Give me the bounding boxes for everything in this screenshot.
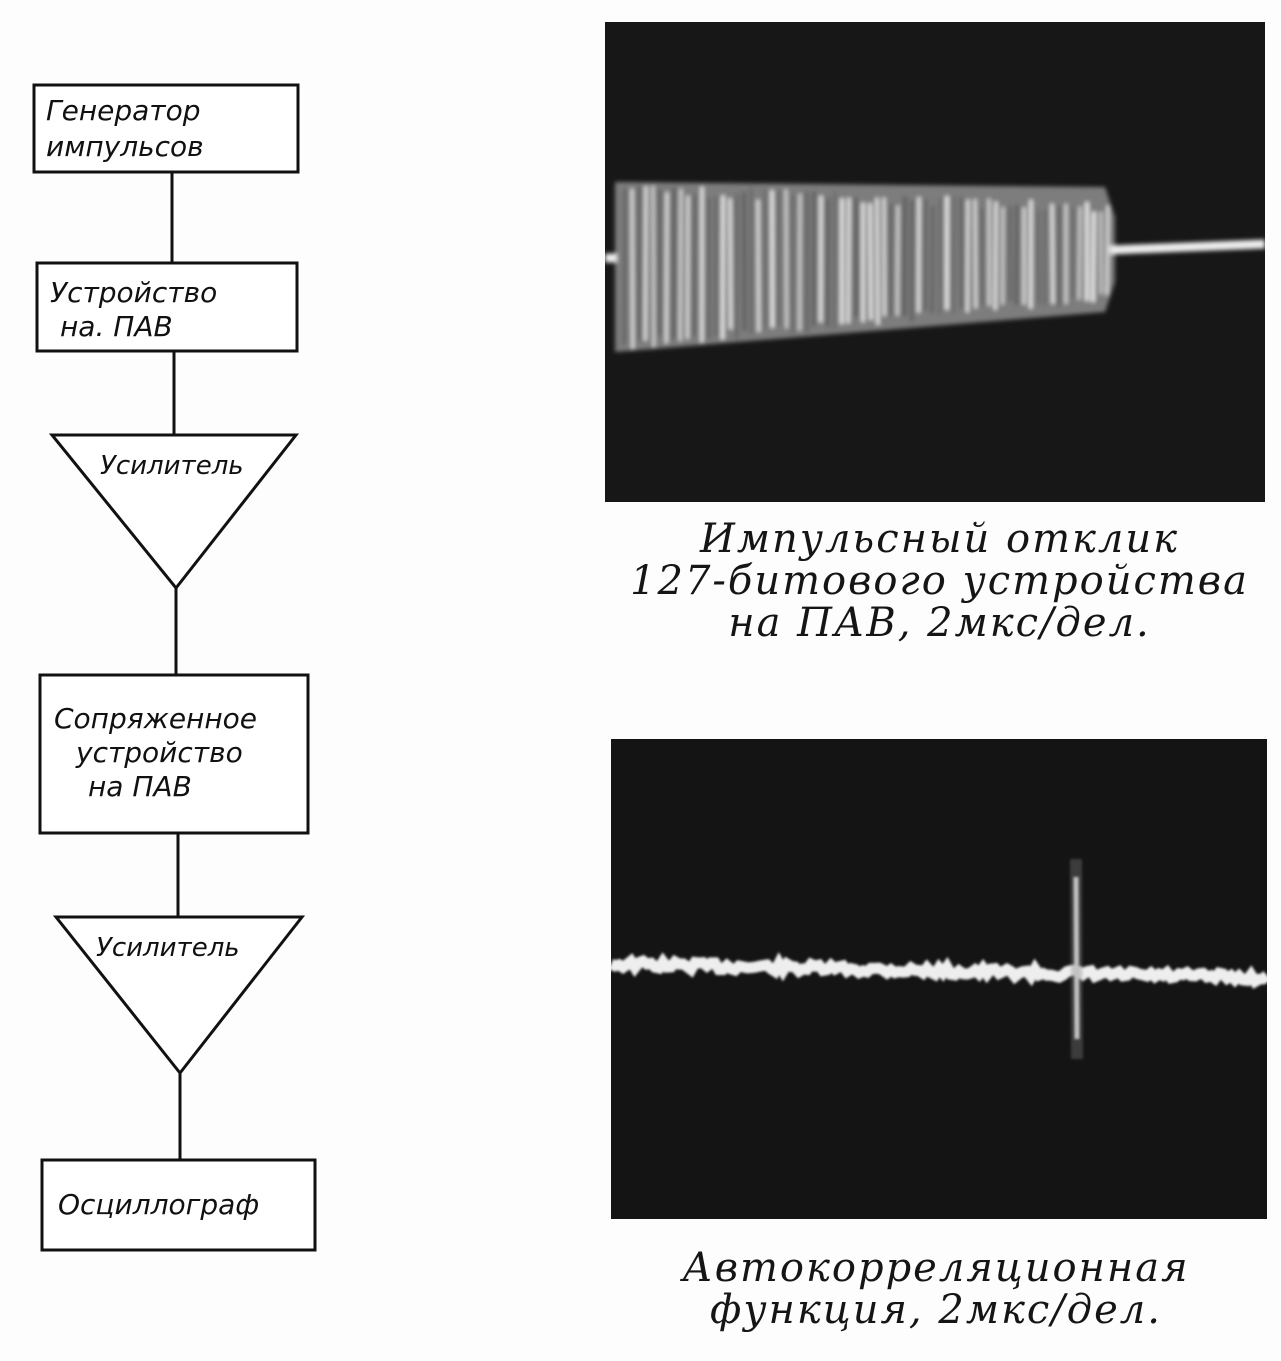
saw-device-block <box>37 263 297 351</box>
generator-label-line2: импульсов <box>46 130 204 163</box>
impulse-striation <box>953 197 954 313</box>
impulse-striation <box>1016 205 1017 305</box>
impulse-striation <box>890 204 891 316</box>
impulse-striation <box>877 198 878 325</box>
impulse-striation <box>975 199 976 308</box>
impulse-response-caption-line3: на ПАВ, 2мкс/дел. <box>728 600 1151 646</box>
impulse-baseline-tail <box>1110 244 1265 250</box>
impulse-striation <box>694 194 695 336</box>
impulse-striation <box>680 189 681 341</box>
impulse-striation <box>632 189 633 350</box>
impulse-striation <box>666 192 667 343</box>
amplifier-1 <box>52 435 296 588</box>
impulse-striation <box>925 199 926 311</box>
impulse-striation <box>1038 210 1039 304</box>
impulse-striation <box>897 205 898 316</box>
conjugate-device-block <box>40 675 308 833</box>
impulse-response-caption <box>598 518 1281 644</box>
impulse-striation <box>1107 205 1108 295</box>
impulse-striation <box>765 190 766 328</box>
impulse-striation <box>645 186 646 341</box>
impulse-striation <box>687 196 688 340</box>
impulse-striation <box>884 197 885 316</box>
amplifier-1-label: Усилитель <box>100 451 244 481</box>
impulse-striation <box>653 186 654 348</box>
impulse-striation <box>778 191 779 325</box>
autocorrelation-oscillogram <box>611 739 1267 1219</box>
impulse-striation <box>1079 206 1080 300</box>
impulse-striation <box>659 189 660 336</box>
autocorrelation-caption-line2: функция, 2мкс/дел. <box>710 1287 1162 1333</box>
autocorrelation-caption-line1: Автокорреляционная <box>682 1245 1190 1291</box>
impulse-striation <box>758 200 759 333</box>
saw-device-label-line2: на. ПАВ <box>60 310 173 343</box>
impulse-striation <box>624 188 625 344</box>
impulse-striation <box>1044 210 1045 305</box>
generator-label-line1: Генератор <box>46 94 201 127</box>
amplifier-2 <box>56 917 302 1073</box>
impulse-striation <box>848 198 849 324</box>
oscilloscope-block <box>42 1160 315 1250</box>
impulse-striation <box>995 201 996 310</box>
impulse-striation <box>1093 212 1094 302</box>
generator-block <box>34 85 298 172</box>
amplifier-2-label: Усилитель <box>96 933 240 963</box>
impulse-striation <box>967 199 968 312</box>
impulse-response-caption-line1: Импульсный отклик <box>699 516 1180 562</box>
conjugate-device-label-line2: устройство <box>76 736 243 769</box>
block-diagram <box>0 0 600 1361</box>
impulse-striation <box>961 197 962 308</box>
impulse-striation <box>870 203 871 320</box>
impulse-striation <box>1052 204 1053 304</box>
impulse-response-oscillogram <box>605 22 1265 502</box>
conjugate-device-label-line3: на ПАВ <box>88 770 192 803</box>
autocorrelation-caption <box>626 1247 1246 1331</box>
impulse-striation <box>932 205 933 313</box>
oscilloscope-label: Осциллограф <box>58 1188 260 1221</box>
impulse-striation <box>730 198 731 329</box>
impulse-striation <box>786 189 787 328</box>
impulse-striation <box>834 192 835 329</box>
conjugate-device-label-line1: Сопряженное <box>54 702 258 735</box>
impulse-response-caption-line2: 127-битового устройства <box>630 558 1249 604</box>
autocorrelation-peak-glow <box>1076 859 1077 1059</box>
saw-device-label-line1: Устройство <box>50 276 218 309</box>
